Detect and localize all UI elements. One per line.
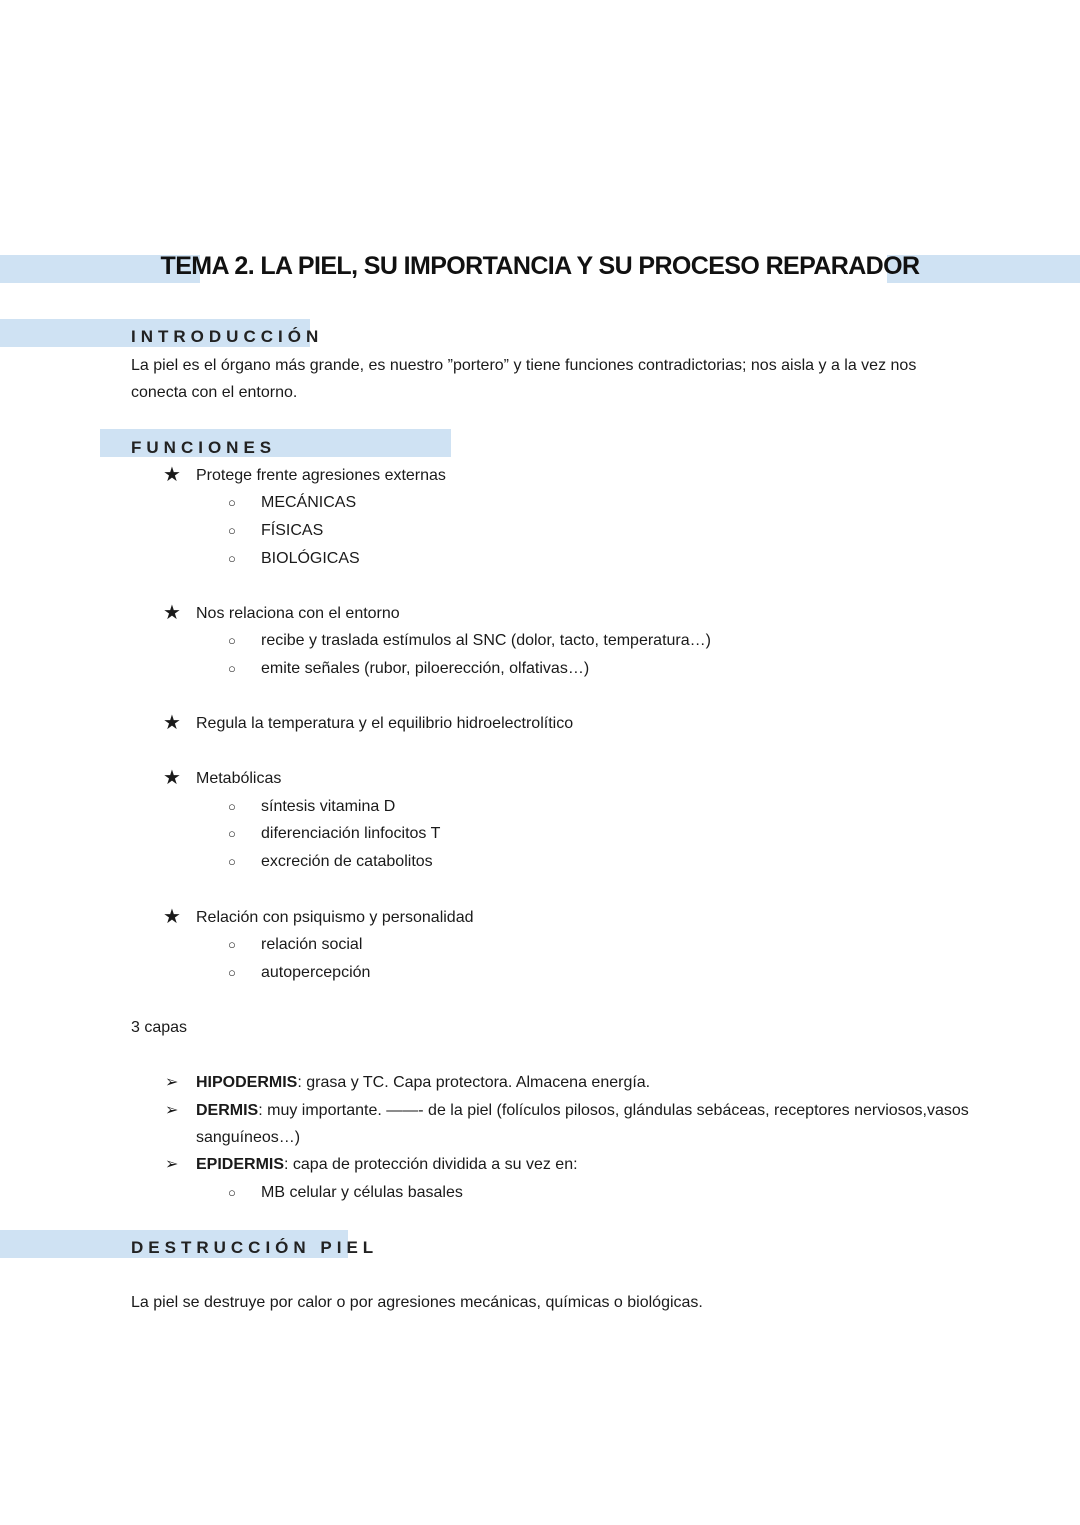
circle-bullet-icon: ○ bbox=[228, 633, 236, 648]
capa-term: DERMIS bbox=[196, 1102, 259, 1119]
capa-term: HIPODERMIS bbox=[196, 1074, 298, 1091]
funcion-item: Relación con psiquismo y personalidad bbox=[196, 909, 474, 926]
destruccion-text: La piel se destruye por calor o por agresiones mecánicas, químicas o biológicas. bbox=[131, 1294, 703, 1311]
capa-item bbox=[196, 1099, 969, 1123]
capa-text: : capa de protección dividida a su vez en: bbox=[284, 1156, 578, 1173]
page-title: TEMA 2. LA PIEL, SU IMPORTANCIA Y SU PROCESO REPARADOR bbox=[160, 252, 920, 280]
star-bullet-icon: ★ bbox=[163, 767, 181, 789]
funcion-subitem: BIOLÓGICAS bbox=[261, 550, 360, 567]
funcion-item: Protege frente agresiones externas bbox=[196, 467, 446, 484]
star-bullet-icon: ★ bbox=[163, 464, 181, 486]
arrow-bullet-icon: ➢ bbox=[165, 1102, 179, 1119]
funcion-subitem: excreción de catabolitos bbox=[261, 853, 433, 870]
funcion-subitem: FÍSICAS bbox=[261, 522, 324, 539]
funcion-subitem: recibe y traslada estímulos al SNC (dolor, tacto, temperatura…) bbox=[261, 632, 711, 649]
circle-bullet-icon: ○ bbox=[228, 551, 236, 566]
funcion-item: Regula la temperatura y el equilibrio hidroelectrolítico bbox=[196, 715, 574, 732]
capa-text: : muy importante. ——- de la piel (folículos pilosos, glándulas sebáceas, receptores nerviosos,vasos bbox=[258, 1102, 969, 1119]
arrow-bullet-icon: ➢ bbox=[165, 1074, 179, 1091]
circle-bullet-icon: ○ bbox=[228, 495, 236, 510]
capa-item bbox=[196, 1071, 650, 1095]
capa-term: EPIDERMIS bbox=[196, 1156, 285, 1173]
funcion-subitem: relación social bbox=[261, 936, 363, 953]
destruccion-heading: DESTRUCCIÓN PIEL bbox=[131, 1238, 379, 1257]
funcion-subitem: síntesis vitamina D bbox=[261, 798, 396, 815]
funcion-subitem: MECÁNICAS bbox=[261, 494, 357, 511]
capa-subitem: MB celular y células basales bbox=[261, 1184, 463, 1201]
capa-text: : grasa y TC. Capa protectora. Almacena energía. bbox=[297, 1074, 651, 1091]
capa-item bbox=[196, 1153, 578, 1177]
funcion-subitem: emite señales (rubor, piloerección, olfativas…) bbox=[261, 660, 590, 677]
circle-bullet-icon: ○ bbox=[228, 523, 236, 538]
circle-bullet-icon: ○ bbox=[228, 799, 236, 814]
star-bullet-icon: ★ bbox=[163, 712, 181, 734]
funcion-item: Nos relaciona con el entorno bbox=[196, 605, 400, 622]
funcion-subitem: diferenciación linfocitos T bbox=[261, 825, 441, 842]
circle-bullet-icon: ○ bbox=[228, 965, 236, 980]
funcion-subitem: autopercepción bbox=[261, 964, 371, 981]
intro-heading: INTRODUCCIÓN bbox=[131, 327, 324, 346]
capas-intro: 3 capas bbox=[131, 1019, 188, 1036]
circle-bullet-icon: ○ bbox=[228, 937, 236, 952]
arrow-bullet-icon: ➢ bbox=[165, 1156, 179, 1173]
star-bullet-icon: ★ bbox=[163, 906, 181, 928]
circle-bullet-icon: ○ bbox=[228, 854, 236, 869]
circle-bullet-icon: ○ bbox=[228, 661, 236, 676]
intro-text: La piel es el órgano más grande, es nuestro ”portero” y tiene funciones contradictorias; nos aisla y a la vez nos conecta con el entorno. bbox=[131, 357, 917, 401]
funciones-heading: FUNCIONES bbox=[131, 438, 277, 457]
funcion-item: Metabólicas bbox=[196, 770, 282, 787]
circle-bullet-icon: ○ bbox=[228, 1185, 236, 1200]
star-bullet-icon: ★ bbox=[163, 602, 181, 624]
capa-text-continuation: sanguíneos…) bbox=[196, 1129, 301, 1146]
circle-bullet-icon: ○ bbox=[228, 826, 236, 841]
